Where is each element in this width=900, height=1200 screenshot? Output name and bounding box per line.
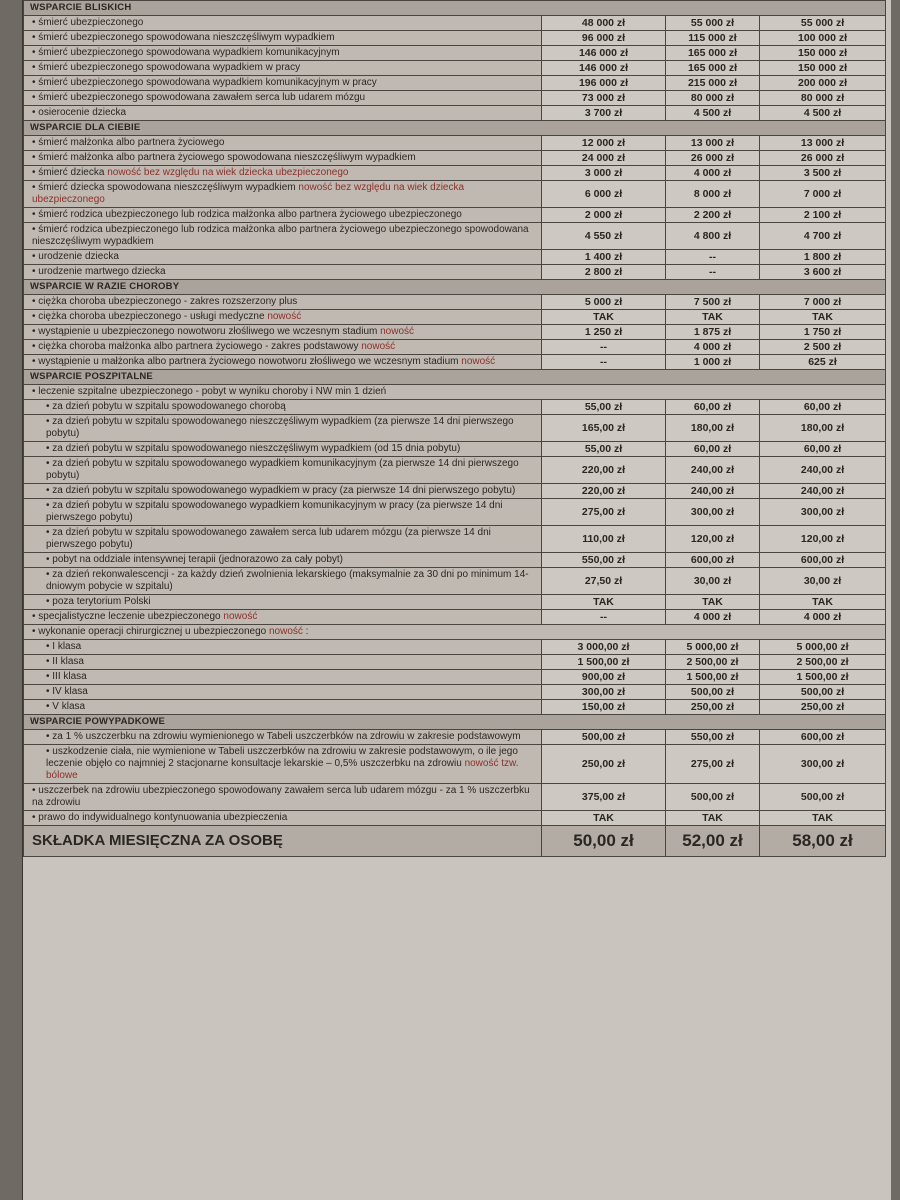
benefit-value-variant-2: 215 000 zł: [666, 76, 760, 91]
benefit-label: • osierocenie dziecka: [32, 107, 127, 118]
benefit-value-variant-2: 8 000 zł: [666, 181, 760, 208]
monthly-premium-label: SKŁADKA MIESIĘCZNA ZA OSOBĘ: [24, 826, 542, 857]
benefit-value-variant-2: 600,00 zł: [666, 553, 760, 568]
benefit-value-variant-1: 5 000 zł: [542, 295, 666, 310]
benefit-label: • śmierć ubezpieczonego spowodowana wypadkiem komunikacyjnym: [32, 47, 340, 58]
benefit-row: [24, 16, 886, 31]
benefit-value-variant-3: 625 zł: [760, 355, 886, 370]
benefit-value-variant-1: 1 250 zł: [542, 325, 666, 340]
benefit-value-variant-3: 240,00 zł: [760, 457, 886, 484]
benefit-label: • za dzień rekonwalescencji - za każdy dzień zwolnienia lekarskiego (maksymalnie za 30 dni po minimum 14-dniowym pobycie w szpitalu): [46, 569, 529, 592]
benefit-label: • śmierć ubezpieczonego: [32, 17, 144, 28]
benefit-label-cell: [24, 670, 542, 685]
benefit-value-variant-2: 30,00 zł: [666, 568, 760, 595]
benefit-label-cell: [24, 250, 542, 265]
benefit-value-variant-3: 500,00 zł: [760, 685, 886, 700]
benefit-value-variant-2: TAK: [666, 595, 760, 610]
benefit-label-cell: [24, 265, 542, 280]
benefit-value-variant-1: --: [542, 610, 666, 625]
benefit-value-variant-3: 1 750 zł: [760, 325, 886, 340]
benefit-value-variant-2: 4 500 zł: [666, 106, 760, 121]
benefit-label: • I klasa: [46, 641, 82, 652]
benefit-label-cell: [24, 784, 542, 811]
benefit-row: [24, 595, 886, 610]
benefit-label-cell: [24, 499, 542, 526]
benefit-value-variant-2: 80 000 zł: [666, 91, 760, 106]
benefit-value-variant-3: 200 000 zł: [760, 76, 886, 91]
benefit-label-cell: [24, 442, 542, 457]
benefit-label: • ciężka choroba ubezpieczonego - zakres rozszerzony plus: [32, 296, 298, 307]
benefit-label: • śmierć ubezpieczonego spowodowana wypadkiem komunikacyjnym w pracy: [32, 77, 377, 88]
benefit-value-variant-1: 500,00 zł: [542, 730, 666, 745]
monthly-premium-variant-3: 58,00 zł: [760, 826, 886, 857]
section-header: [24, 370, 886, 385]
benefit-label: • leczenie szpitalne ubezpieczonego - pobyt w wyniku choroby i NW min 1 dzień: [32, 386, 387, 397]
benefit-row: [24, 208, 886, 223]
new-badge: nowość bez względu na wiek dziecka ubezpieczonego: [107, 167, 349, 178]
benefit-label: • za 1 % uszczerbku na zdrowiu wymienionego w Tabeli uszczerbków na zdrowiu w zakresie podstawowym: [46, 731, 521, 742]
benefit-label-cell: [24, 295, 542, 310]
benefit-value-variant-2: --: [666, 265, 760, 280]
benefit-label-cell: [24, 625, 886, 640]
benefit-value-variant-2: 165 000 zł: [666, 46, 760, 61]
benefit-value-variant-1: 300,00 zł: [542, 685, 666, 700]
benefit-value-variant-2: 60,00 zł: [666, 400, 760, 415]
section-title: WSPARCIE POSZPITALNE: [24, 370, 886, 385]
benefit-value-variant-2: 250,00 zł: [666, 700, 760, 715]
benefit-label: • śmierć rodzica ubezpieczonego lub rodzica małżonka albo partnera życiowego ubezpieczonego: [32, 209, 462, 220]
benefit-label: • ciężka choroba ubezpieczonego - usługi medyczne: [32, 311, 265, 322]
benefit-label-cell: [24, 340, 542, 355]
benefit-row: [24, 745, 886, 784]
new-badge: nowość: [268, 626, 303, 637]
benefit-value-variant-2: --: [666, 250, 760, 265]
benefit-value-variant-1: 146 000 zł: [542, 46, 666, 61]
benefit-label-cell: [24, 46, 542, 61]
benefit-value-variant-1: 27,50 zł: [542, 568, 666, 595]
benefit-value-variant-2: 55 000 zł: [666, 16, 760, 31]
benefit-value-variant-3: 120,00 zł: [760, 526, 886, 553]
benefit-label-cell: [24, 181, 542, 208]
benefit-row: [24, 250, 886, 265]
benefit-label: • prawo do indywidualnego kontynuowania ubezpieczenia: [32, 812, 288, 823]
section-title: WSPARCIE DLA CIEBIE: [24, 121, 886, 136]
benefit-value-variant-3: 2 500 zł: [760, 340, 886, 355]
benefit-label: • za dzień pobytu w szpitalu spowodowanego wypadkiem komunikacyjnym w pracy (za pierwsze 14 dni pierwszego pobytu): [46, 500, 503, 523]
benefit-label: • za dzień pobytu w szpitalu spowodowanego zawałem serca lub udarem mózgu (za pierwsze 14 dni pierwszego pobytu): [46, 527, 491, 550]
benefit-label-cell: [24, 91, 542, 106]
benefit-label-cell: [24, 685, 542, 700]
benefit-row: [24, 568, 886, 595]
benefit-value-variant-2: 500,00 zł: [666, 784, 760, 811]
benefit-row: [24, 484, 886, 499]
benefit-value-variant-2: 1 500,00 zł: [666, 670, 760, 685]
benefit-row: [24, 106, 886, 121]
benefit-row: [24, 31, 886, 46]
benefit-label-cell: [24, 151, 542, 166]
benefit-value-variant-3: 60,00 zł: [760, 400, 886, 415]
benefit-label-cell: [24, 136, 542, 151]
benefit-label-cell: [24, 385, 886, 400]
benefit-row: [24, 700, 886, 715]
benefit-value-variant-1: 2 800 zł: [542, 265, 666, 280]
benefit-value-variant-1: 12 000 zł: [542, 136, 666, 151]
benefit-row: [24, 61, 886, 76]
benefit-value-variant-3: 55 000 zł: [760, 16, 886, 31]
benefit-row: [24, 46, 886, 61]
benefit-row: [24, 151, 886, 166]
benefit-row: [24, 610, 886, 625]
benefit-label-cell: [24, 415, 542, 442]
benefit-value-variant-3: 5 000,00 zł: [760, 640, 886, 655]
benefit-label-cell: [24, 310, 542, 325]
new-badge: nowość: [361, 341, 396, 352]
benefit-value-variant-1: 900,00 zł: [542, 670, 666, 685]
benefit-value-variant-1: 110,00 zł: [542, 526, 666, 553]
benefit-value-variant-1: TAK: [542, 595, 666, 610]
benefit-value-variant-3: 60,00 zł: [760, 442, 886, 457]
benefit-row: [24, 136, 886, 151]
benefit-row: [24, 385, 886, 400]
benefit-value-variant-3: 1 500,00 zł: [760, 670, 886, 685]
benefit-label-cell: [24, 16, 542, 31]
benefit-label: • poza terytorium Polski: [46, 596, 151, 607]
benefit-label: • śmierć ubezpieczonego spowodowana wypadkiem w pracy: [32, 62, 301, 73]
benefit-value-variant-2: 240,00 zł: [666, 457, 760, 484]
monthly-premium-variant-2: 52,00 zł: [666, 826, 760, 857]
benefit-label: • śmierć małżonka albo partnera życiowego spowodowana nieszczęśliwym wypadkiem: [32, 152, 416, 163]
benefit-label: • śmierć małżonka albo partnera życiowego: [32, 137, 225, 148]
benefit-row: [24, 640, 886, 655]
benefit-value-variant-3: 80 000 zł: [760, 91, 886, 106]
benefit-label: • uszkodzenie ciała, nie wymienione w Tabeli uszczerbków na zdrowiu w zakresie podstawowym, o ile jego leczenie objęło co najmniej 2 stacjonarne konsultacje lekarskie – 0,5% uszczerbku na zdrowiu: [46, 746, 518, 769]
benefit-label-cell: [24, 745, 542, 784]
benefit-value-variant-2: TAK: [666, 811, 760, 826]
benefit-value-variant-3: 300,00 zł: [760, 745, 886, 784]
benefit-value-variant-3: TAK: [760, 811, 886, 826]
new-badge: nowość: [267, 311, 302, 322]
benefit-row: [24, 526, 886, 553]
benefit-label: • IV klasa: [46, 686, 88, 697]
benefit-value-variant-2: 7 500 zł: [666, 295, 760, 310]
benefit-value-variant-3: 30,00 zł: [760, 568, 886, 595]
benefit-value-variant-2: 60,00 zł: [666, 442, 760, 457]
benefit-value-variant-3: 180,00 zł: [760, 415, 886, 442]
benefit-value-variant-1: 96 000 zł: [542, 31, 666, 46]
benefit-value-variant-1: 48 000 zł: [542, 16, 666, 31]
benefit-value-variant-2: 500,00 zł: [666, 685, 760, 700]
benefit-label: • wykonanie operacji chirurgicznej u ubezpieczonego: [32, 626, 267, 637]
benefit-value-variant-2: 13 000 zł: [666, 136, 760, 151]
benefit-row: [24, 325, 886, 340]
benefit-value-variant-2: 4 000 zł: [666, 340, 760, 355]
benefit-row: [24, 784, 886, 811]
benefit-value-variant-3: 7 000 zł: [760, 181, 886, 208]
benefit-value-variant-3: 3 600 zł: [760, 265, 886, 280]
benefit-value-variant-1: 196 000 zł: [542, 76, 666, 91]
benefit-label: • urodzenie martwego dziecka: [32, 266, 166, 277]
benefit-label: • za dzień pobytu w szpitalu spowodowanego nieszczęśliwym wypadkiem (od 15 dnia pobytu): [46, 443, 461, 454]
benefit-label: • za dzień pobytu w szpitalu spowodowanego chorobą: [46, 401, 286, 412]
benefit-value-variant-3: 4 500 zł: [760, 106, 886, 121]
benefit-value-variant-1: 24 000 zł: [542, 151, 666, 166]
benefit-label: • wystąpienie u małżonka albo partnera życiowego nowotworu złośliwego we wczesnym stadium: [32, 356, 459, 367]
benefit-value-variant-3: 300,00 zł: [760, 499, 886, 526]
benefit-row: [24, 76, 886, 91]
benefit-value-variant-3: 4 700 zł: [760, 223, 886, 250]
benefit-value-variant-1: 220,00 zł: [542, 457, 666, 484]
new-badge: nowość: [380, 326, 415, 337]
benefit-value-variant-3: 7 000 zł: [760, 295, 886, 310]
benefit-label-cell: [24, 457, 542, 484]
benefit-label-cell: [24, 553, 542, 568]
benefit-value-variant-2: 180,00 zł: [666, 415, 760, 442]
benefit-label-cell: [24, 31, 542, 46]
benefit-value-variant-3: 150 000 zł: [760, 46, 886, 61]
benefit-value-variant-1: 250,00 zł: [542, 745, 666, 784]
benefit-value-variant-2: 2 500,00 zł: [666, 655, 760, 670]
benefit-value-variant-1: 1 400 zł: [542, 250, 666, 265]
new-badge: nowość tzw. bólowe: [46, 758, 519, 781]
benefit-label-cell: [24, 400, 542, 415]
benefit-label-cell: [24, 811, 542, 826]
benefit-label-cell: [24, 640, 542, 655]
benefit-label-cell: [24, 166, 542, 181]
benefit-row: [24, 553, 886, 568]
benefit-row: [24, 655, 886, 670]
benefit-value-variant-1: --: [542, 340, 666, 355]
benefit-row: [24, 295, 886, 310]
benefits-table: [23, 0, 886, 857]
section-header: [24, 280, 886, 295]
benefit-value-variant-1: 4 550 zł: [542, 223, 666, 250]
benefit-label: • śmierć dziecka spowodowana nieszczęśliwym wypadkiem: [32, 182, 296, 193]
benefit-label: • śmierć dziecka: [32, 167, 105, 178]
benefits-table-body: [24, 1, 886, 857]
benefit-value-variant-3: 13 000 zł: [760, 136, 886, 151]
benefit-value-variant-2: TAK: [666, 310, 760, 325]
benefit-label: • II klasa: [46, 656, 84, 667]
benefit-value-variant-1: 146 000 zł: [542, 61, 666, 76]
benefit-value-variant-2: 120,00 zł: [666, 526, 760, 553]
benefit-value-variant-1: 375,00 zł: [542, 784, 666, 811]
benefit-value-variant-2: 1 875 zł: [666, 325, 760, 340]
benefit-row: [24, 457, 886, 484]
benefit-value-variant-1: 2 000 zł: [542, 208, 666, 223]
benefit-value-variant-1: TAK: [542, 310, 666, 325]
benefit-label-cell: [24, 223, 542, 250]
benefit-value-variant-2: 115 000 zł: [666, 31, 760, 46]
benefit-label-cell: [24, 610, 542, 625]
benefit-value-variant-1: 165,00 zł: [542, 415, 666, 442]
benefit-value-variant-1: 55,00 zł: [542, 442, 666, 457]
benefit-value-variant-2: 1 000 zł: [666, 355, 760, 370]
benefit-value-variant-3: 600,00 zł: [760, 553, 886, 568]
benefit-row: [24, 415, 886, 442]
benefit-value-variant-3: TAK: [760, 595, 886, 610]
benefit-label-cell: [24, 61, 542, 76]
benefit-label: • V klasa: [46, 701, 86, 712]
benefit-value-variant-2: 4 000 zł: [666, 166, 760, 181]
benefit-value-variant-3: 3 500 zł: [760, 166, 886, 181]
benefit-label: • śmierć ubezpieczonego spowodowana zawałem serca lub udarem mózgu: [32, 92, 366, 103]
benefit-value-variant-1: 220,00 zł: [542, 484, 666, 499]
benefit-label: • za dzień pobytu w szpitalu spowodowanego nieszczęśliwym wypadkiem (za pierwsze 14 dni pierwszego pobytu): [46, 416, 514, 439]
benefit-row: [24, 730, 886, 745]
benefit-label: • specjalistyczne leczenie ubezpieczonego: [32, 611, 221, 622]
benefit-value-variant-1: 1 500,00 zł: [542, 655, 666, 670]
benefit-value-variant-1: 275,00 zł: [542, 499, 666, 526]
benefit-value-variant-2: 5 000,00 zł: [666, 640, 760, 655]
section-title: WSPARCIE POWYPADKOWE: [24, 715, 886, 730]
benefit-row: [24, 442, 886, 457]
benefit-value-variant-3: 4 000 zł: [760, 610, 886, 625]
benefit-value-variant-3: 600,00 zł: [760, 730, 886, 745]
benefit-row: [24, 670, 886, 685]
benefit-row: [24, 166, 886, 181]
benefit-label-cell: [24, 484, 542, 499]
benefit-label-cell: [24, 700, 542, 715]
benefit-label-cell: [24, 568, 542, 595]
benefit-value-variant-3: 1 800 zł: [760, 250, 886, 265]
benefit-label-cell: [24, 730, 542, 745]
section-title: WSPARCIE W RAZIE CHOROBY: [24, 280, 886, 295]
benefit-label-cell: [24, 355, 542, 370]
benefit-label: • śmierć rodzica ubezpieczonego lub rodzica małżonka albo partnera życiowego ubezpieczonego spowodowana nieszczęśliwym wypadkiem: [32, 224, 529, 247]
benefit-value-variant-3: 2 100 zł: [760, 208, 886, 223]
benefit-value-variant-3: 150 000 zł: [760, 61, 886, 76]
benefit-value-variant-3: 2 500,00 zł: [760, 655, 886, 670]
benefit-value-variant-3: TAK: [760, 310, 886, 325]
benefit-value-variant-2: 165 000 zł: [666, 61, 760, 76]
benefit-value-variant-1: --: [542, 355, 666, 370]
benefit-value-variant-1: 3 000,00 zł: [542, 640, 666, 655]
benefit-value-variant-2: 26 000 zł: [666, 151, 760, 166]
benefit-row: [24, 625, 886, 640]
benefit-label: • wystąpienie u ubezpieczonego nowotworu złośliwego we wczesnym stadium: [32, 326, 378, 337]
monthly-premium-variant-1: 50,00 zł: [542, 826, 666, 857]
benefit-row: [24, 91, 886, 106]
benefit-row: [24, 181, 886, 208]
benefit-label: • ciężka choroba małżonka albo partnera życiowego - zakres podstawowy: [32, 341, 359, 352]
benefit-value-variant-3: 500,00 zł: [760, 784, 886, 811]
benefit-label-cell: [24, 106, 542, 121]
benefit-row: [24, 340, 886, 355]
benefit-value-variant-2: 300,00 zł: [666, 499, 760, 526]
benefit-value-variant-3: 250,00 zł: [760, 700, 886, 715]
new-badge: nowość: [461, 356, 496, 367]
benefit-value-variant-2: 2 200 zł: [666, 208, 760, 223]
section-header: [24, 1, 886, 16]
benefit-label: • III klasa: [46, 671, 87, 682]
section-title: WSPARCIE BLISKICH: [24, 1, 886, 16]
benefit-label: • urodzenie dziecka: [32, 251, 119, 262]
benefit-value-variant-2: 240,00 zł: [666, 484, 760, 499]
benefit-row: [24, 310, 886, 325]
benefit-value-variant-1: 55,00 zł: [542, 400, 666, 415]
benefit-value-variant-1: 3 700 zł: [542, 106, 666, 121]
benefit-value-variant-2: 550,00 zł: [666, 730, 760, 745]
benefit-label: • za dzień pobytu w szpitalu spowodowanego wypadkiem w pracy (za pierwsze 14 dni pierwszego pobytu): [46, 485, 516, 496]
insurance-benefits-sheet: [22, 0, 891, 1200]
benefit-value-variant-1: 73 000 zł: [542, 91, 666, 106]
benefit-label-cell: [24, 526, 542, 553]
benefit-value-variant-2: 275,00 zł: [666, 745, 760, 784]
benefit-value-variant-3: 26 000 zł: [760, 151, 886, 166]
new-badge: nowość bez względu na wiek dziecka ubezpieczonego: [32, 182, 465, 205]
benefit-value-variant-2: 4 000 zł: [666, 610, 760, 625]
benefit-label: • pobyt na oddziale intensywnej terapii (jednorazowo za cały pobyt): [46, 554, 344, 565]
benefit-label-cell: [24, 325, 542, 340]
benefit-row: [24, 499, 886, 526]
benefit-row: [24, 223, 886, 250]
benefit-value-variant-1: 3 000 zł: [542, 166, 666, 181]
benefit-value-variant-2: 4 800 zł: [666, 223, 760, 250]
benefit-value-variant-3: 240,00 zł: [760, 484, 886, 499]
benefit-value-variant-1: 6 000 zł: [542, 181, 666, 208]
benefit-row: [24, 265, 886, 280]
benefit-value-variant-1: 550,00 zł: [542, 553, 666, 568]
benefit-row: [24, 685, 886, 700]
monthly-premium-row: [24, 826, 886, 857]
benefit-label: • za dzień pobytu w szpitalu spowodowanego wypadkiem komunikacyjnym (za pierwsze 14 dni pierwszego pobytu): [46, 458, 519, 481]
benefit-label: • śmierć ubezpieczonego spowodowana nieszczęśliwym wypadkiem: [32, 32, 335, 43]
benefit-label-cell: [24, 76, 542, 91]
new-badge: nowość: [223, 611, 258, 622]
benefit-label-cell: [24, 595, 542, 610]
benefit-value-variant-3: 100 000 zł: [760, 31, 886, 46]
benefit-label-cell: [24, 208, 542, 223]
benefit-value-variant-1: 150,00 zł: [542, 700, 666, 715]
benefit-row: [24, 811, 886, 826]
benefit-label: • uszczerbek na zdrowiu ubezpieczonego spowodowany zawałem serca lub udarem mózgu - za 1 % uszczerbku na zdrowiu: [32, 785, 530, 808]
benefit-label-cell: [24, 655, 542, 670]
benefit-row: [24, 400, 886, 415]
section-header: [24, 121, 886, 136]
label-suffix: :: [305, 626, 309, 637]
benefit-value-variant-1: TAK: [542, 811, 666, 826]
benefit-row: [24, 355, 886, 370]
section-header: [24, 715, 886, 730]
